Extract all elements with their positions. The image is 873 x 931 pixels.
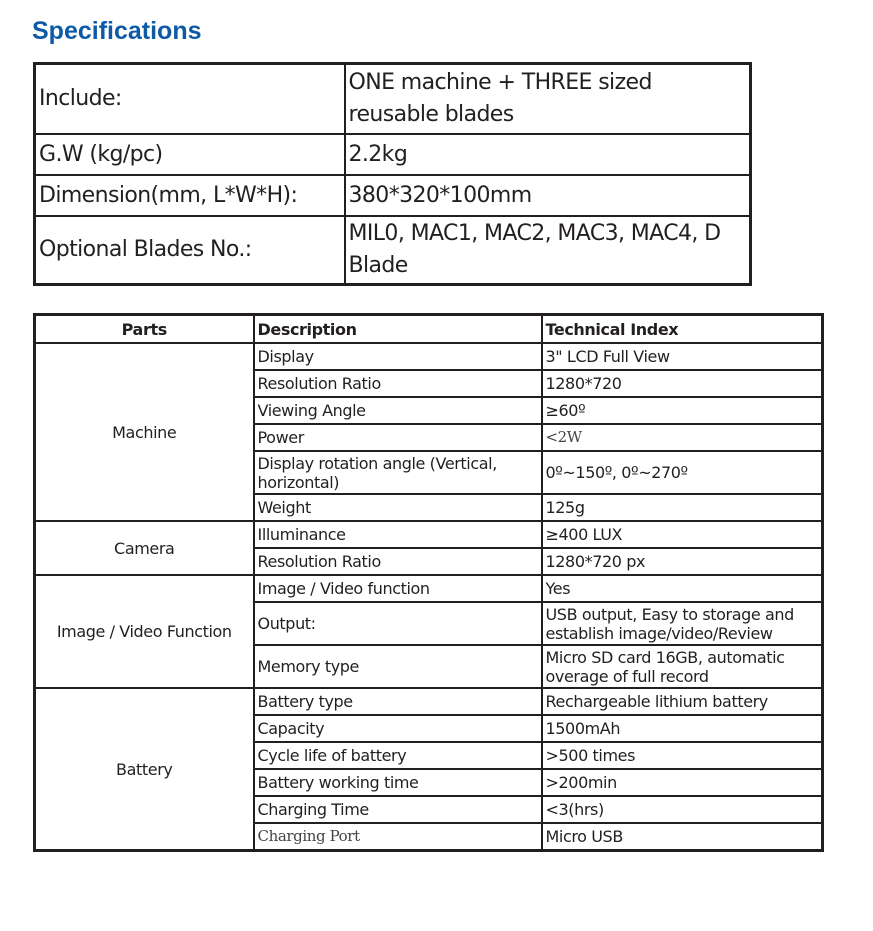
spec-row-include — [35, 64, 751, 135]
row-description: Weight — [254, 494, 542, 521]
part-group-image-video: Image / Video Function — [35, 575, 254, 688]
row-index: >200min — [542, 769, 823, 796]
spec-value: 2.2kg — [345, 134, 751, 175]
row-index: ≥60º — [542, 397, 823, 424]
part-group-camera: Camera — [35, 521, 254, 575]
spec-value: ONE machine + THREE sized reusable blades — [345, 64, 751, 135]
spec-label: Optional Blades No.: — [35, 216, 345, 285]
row-index: 3" LCD Full View — [542, 343, 823, 370]
row-description: Viewing Angle — [254, 397, 542, 424]
spec-label: Include: — [35, 64, 345, 135]
row-index: Yes — [542, 575, 823, 602]
row-description: Charging Time — [254, 796, 542, 823]
row-index: <2W — [542, 424, 823, 451]
row-description: Resolution Ratio — [254, 370, 542, 397]
part-group-battery: Battery — [35, 688, 254, 851]
spec-row-dimension — [35, 175, 751, 216]
row-index: >500 times — [542, 742, 823, 769]
row-description: Cycle life of battery — [254, 742, 542, 769]
header-description: Description — [254, 315, 542, 344]
table-row — [35, 688, 823, 715]
row-index: 125g — [542, 494, 823, 521]
spec-value: MIL0, MAC1, MAC2, MAC3, MAC4, D Blade — [345, 216, 751, 285]
row-description: Battery working time — [254, 769, 542, 796]
row-description: Capacity — [254, 715, 542, 742]
spec-label: Dimension(mm, L*W*H): — [35, 175, 345, 216]
row-description: Display — [254, 343, 542, 370]
row-index: <3(hrs) — [542, 796, 823, 823]
row-description: Battery type — [254, 688, 542, 715]
row-description: Power — [254, 424, 542, 451]
row-index: 1280*720 px — [542, 548, 823, 575]
row-description: Illuminance — [254, 521, 542, 548]
row-description: Output: — [254, 602, 542, 645]
table-row — [35, 343, 823, 370]
row-index: 1500mAh — [542, 715, 823, 742]
page-title: Specifications — [32, 17, 202, 45]
row-index: USB output, Easy to storage and establish image/video/Review — [542, 602, 823, 645]
table-header-row — [35, 315, 823, 344]
row-description: Resolution Ratio — [254, 548, 542, 575]
row-index: Micro USB — [542, 823, 823, 851]
parts-technical-table — [33, 313, 824, 852]
part-group-machine: Machine — [35, 343, 254, 521]
table-row — [35, 575, 823, 602]
row-description: Image / Video function — [254, 575, 542, 602]
header-technical-index: Technical Index — [542, 315, 823, 344]
row-description: Charging Port — [254, 823, 542, 851]
row-index: 0º~150º, 0º~270º — [542, 451, 823, 494]
row-index: Rechargeable lithium battery — [542, 688, 823, 715]
row-description: Memory type — [254, 645, 542, 688]
header-parts: Parts — [35, 315, 254, 344]
table-row — [35, 521, 823, 548]
row-index: ≥400 LUX — [542, 521, 823, 548]
specifications-summary-table — [33, 62, 752, 286]
row-description: Display rotation angle (Vertical, horizontal) — [254, 451, 542, 494]
spec-row-gross-weight — [35, 134, 751, 175]
spec-value: 380*320*100mm — [345, 175, 751, 216]
spec-label: G.W (kg/pc) — [35, 134, 345, 175]
row-index: 1280*720 — [542, 370, 823, 397]
spec-row-optional-blades — [35, 216, 751, 285]
row-index: Micro SD card 16GB, automatic overage of full record — [542, 645, 823, 688]
